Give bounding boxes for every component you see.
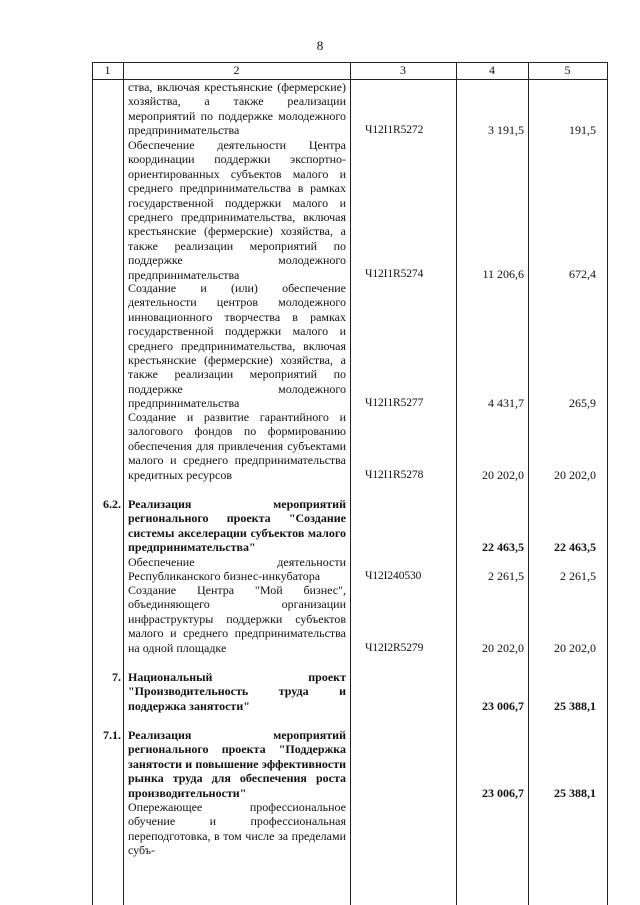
section-title: Реализация мероприятий регионального проекта "Создание системы акселерации субъектов малого предпринимательства" xyxy=(128,497,346,555)
table-row-code: Ч12I1R5277 xyxy=(365,397,424,409)
table-row-value-col5: 20 202,0 xyxy=(554,468,596,482)
table-row-value-col4: 4 431,7 xyxy=(488,396,524,410)
table-row-value-col4: 11 206,6 xyxy=(482,267,524,281)
table-row-description: Обеспечение деятельности Центра координации поддержки экспортно-ориентированных субъектов малого и среднего предпринимательства в рамках государственной поддержки малого и среднего предпринимательства, включая крестьянские (фермерские) хозяйства, а также реализации мероприятий по поддержке молодежного предпринимательства xyxy=(128,138,346,282)
table-row-value-col5: 20 202,0 xyxy=(554,641,596,655)
table-border-right xyxy=(607,62,608,905)
column-header-1: 1 xyxy=(104,63,111,77)
section-title: Национальный проект "Производительность труда и поддержка занятости" xyxy=(128,670,346,713)
column-header-3: 3 xyxy=(400,63,406,77)
table-row-value-col4: 20 202,0 xyxy=(482,468,524,482)
table-column-divider xyxy=(350,62,351,905)
table-row-description: ства, включая крестьянские (фермерские) хозяйства, а также реализации мероприятий по поддержке молодежного предпринимательства xyxy=(128,80,346,138)
page-number: 8 xyxy=(316,38,324,53)
table-row-code: Ч12I240530 xyxy=(365,570,422,582)
section-total-col4: 23 006,7 xyxy=(482,699,524,713)
section-number: 7. xyxy=(112,670,121,684)
table-row-value-col5: 191,5 xyxy=(569,123,596,137)
section-total-col5: 22 463,5 xyxy=(554,540,596,554)
table-row-description: Обеспечение деятельности Республиканского бизнес-инкубатора xyxy=(128,555,346,584)
section-total-col4: 23 006,7 xyxy=(482,786,524,800)
table-row-value-col4: 2 261,5 xyxy=(488,569,524,583)
column-header-4: 4 xyxy=(489,63,495,77)
column-header-5: 5 xyxy=(564,63,571,77)
section-total-col5: 25 388,1 xyxy=(554,699,596,713)
section-number: 6.2. xyxy=(103,497,121,511)
table-row-description: Создание и развитие гарантийного и залогового фондов по формированию обеспечения для привлечения субъектами малого и среднего предпринимательства кредитных ресурсов xyxy=(128,410,346,482)
table-row-value-col4: 3 191,5 xyxy=(488,123,524,137)
table-row-value-col5: 2 261,5 xyxy=(560,569,596,583)
column-header-2: 2 xyxy=(233,63,240,77)
table-row-description: Опережающее профессиональное обучение и профессиональная переподготовка, в том числе за пределами субъ- xyxy=(128,800,346,858)
table-row-value-col5: 672,4 xyxy=(569,267,596,281)
table-row-description: Создание и (или) обеспечение деятельности центров молодежного инновационного творчества в рамках государственной поддержки малого и среднего предпринимательства, включая крестьянские (фермерские) хозяйства, а также реализации мероприятий по поддержке молодежного предпринимательства xyxy=(128,281,346,411)
section-total-col4: 22 463,5 xyxy=(482,540,524,554)
table-column-divider xyxy=(528,62,529,905)
table-column-divider xyxy=(123,62,124,905)
section-title: Реализация мероприятий регионального проекта "Поддержка занятости и повышение эффективности рынка труда для обеспечения роста производительности" xyxy=(128,728,346,800)
table-row-code: Ч12I1R5272 xyxy=(365,124,424,136)
table-row-description: Создание Центра "Мой бизнес", объединяющего организации инфраструктуры поддержки субъектов малого и среднего предпринимательства на одной площадке xyxy=(128,583,346,655)
table-row-code: Ч12I1R5278 xyxy=(365,469,424,481)
table-column-divider xyxy=(456,62,457,905)
table-row-value-col4: 20 202,0 xyxy=(482,641,524,655)
table-row-value-col5: 265,9 xyxy=(569,396,596,410)
section-total-col5: 25 388,1 xyxy=(554,786,596,800)
table-border-left xyxy=(92,62,93,905)
section-number: 7.1. xyxy=(103,728,121,742)
table-row-code: Ч12I2R5279 xyxy=(365,642,424,654)
table-row-code: Ч12I1R5274 xyxy=(365,268,424,280)
